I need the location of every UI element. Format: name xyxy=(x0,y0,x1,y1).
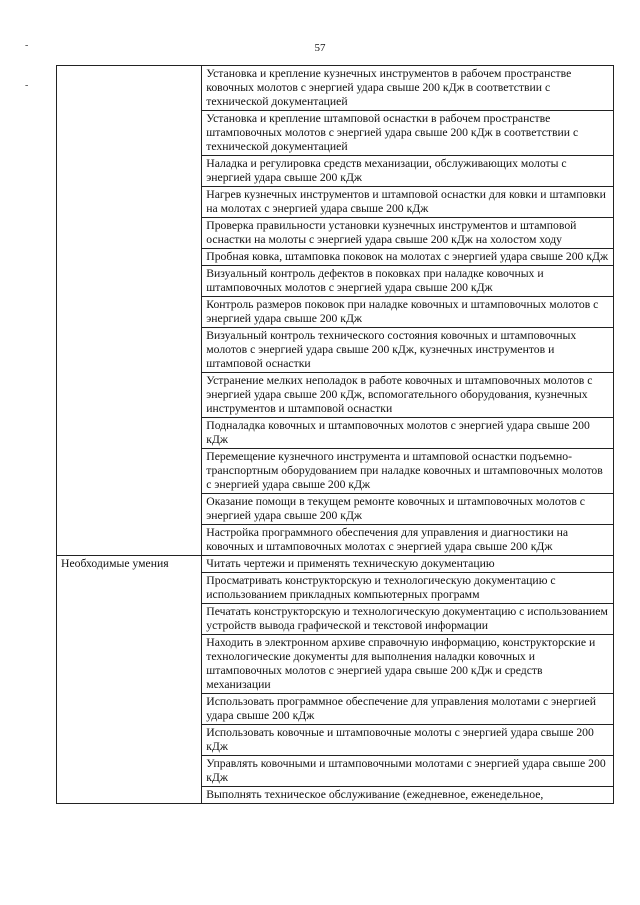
requirement-item: Перемещение кузнечного инструмента и штамповой оснастки подъемно-транспортным оборудованием при наладке ковочных и штамповочных молотов с энергией удара свыше 200 кДж xyxy=(202,449,614,494)
section-label xyxy=(57,66,202,556)
requirement-item: Контроль размеров поковок при наладке ковочных и штамповочных молотов с энергией удара свыше 200 кДж xyxy=(202,297,614,328)
requirement-item: Визуальный контроль дефектов в поковках при наладке ковочных и штамповочных молотов с энергией удара свыше 200 кДж xyxy=(202,266,614,297)
requirement-item: Использовать программное обеспечение для управления молотами с энергией удара свыше 200 кДж xyxy=(202,694,614,725)
requirement-item: Находить в электронном архиве справочную информацию, конструкторские и технологические документы для выполнения наладки ковочных и штамповочных молотов с энергией удара свыше 200 кДж и средств механизации xyxy=(202,635,614,694)
section-label: Необходимые умения xyxy=(57,556,202,804)
margin-mark: - xyxy=(25,40,29,51)
requirement-item: Читать чертежи и применять техническую документацию xyxy=(202,556,614,573)
requirement-item: Управлять ковочными и штамповочными молотами с энергией удара свыше 200 кДж xyxy=(202,756,614,787)
requirement-item: Проверка правильности установки кузнечных инструментов и штамповой оснастки на молоты с энергией удара свыше 200 кДж на холостом ходу xyxy=(202,218,614,249)
requirement-item: Подналадка ковочных и штамповочных молотов с энергией удара свыше 200 кДж xyxy=(202,418,614,449)
table-row xyxy=(57,556,614,573)
margin-mark: - xyxy=(25,80,29,91)
requirement-item: Выполнять техническое обслуживание (ежедневное, еженедельное, xyxy=(202,787,614,804)
requirement-item: Установка и крепление штамповой оснастки в рабочем пространстве штамповочных молотов с энергией удара свыше 200 кДж в соответствии с технической документацией xyxy=(202,111,614,156)
requirement-item: Визуальный контроль технического состояния ковочных и штамповочных молотов с энергией удара свыше 200 кДж, кузнечных инструментов и штамповой оснастки xyxy=(202,328,614,373)
page-number: 57 xyxy=(314,42,326,54)
requirements-table xyxy=(56,65,614,804)
requirement-item: Настройка программного обеспечения для управления и диагностики на ковочных и штамповочных молотах с энергией удара свыше 200 кДж xyxy=(202,525,614,556)
table-row xyxy=(57,66,614,111)
requirement-item: Нагрев кузнечных инструментов и штамповой оснастки для ковки и штамповки на молотах с энергией удара свыше 200 кДж xyxy=(202,187,614,218)
requirement-item: Пробная ковка, штамповка поковок на молотах с энергией удара свыше 200 кДж xyxy=(202,249,614,266)
requirement-item: Наладка и регулировка средств механизации, обслуживающих молоты с энергией удара свыше 200 кДж xyxy=(202,156,614,187)
requirement-item: Устранение мелких неполадок в работе ковочных и штамповочных молотов с энергией удара свыше 200 кДж, вспомогательного оборудования, кузнечных инструментов и штамповой оснастки xyxy=(202,373,614,418)
requirement-item: Просматривать конструкторскую и технологическую документацию с использованием прикладных компьютерных программ xyxy=(202,573,614,604)
requirement-item: Использовать ковочные и штамповочные молоты с энергией удара свыше 200 кДж xyxy=(202,725,614,756)
requirement-item: Установка и крепление кузнечных инструментов в рабочем пространстве ковочных молотов с энергией удара свыше 200 кДж в соответствии с технической документацией xyxy=(202,66,614,111)
requirement-item: Оказание помощи в текущем ремонте ковочных и штамповочных молотов с энергией удара свыше 200 кДж xyxy=(202,494,614,525)
requirement-item: Печатать конструкторскую и технологическую документацию с использованием устройств вывода графической и текстовой информации xyxy=(202,604,614,635)
